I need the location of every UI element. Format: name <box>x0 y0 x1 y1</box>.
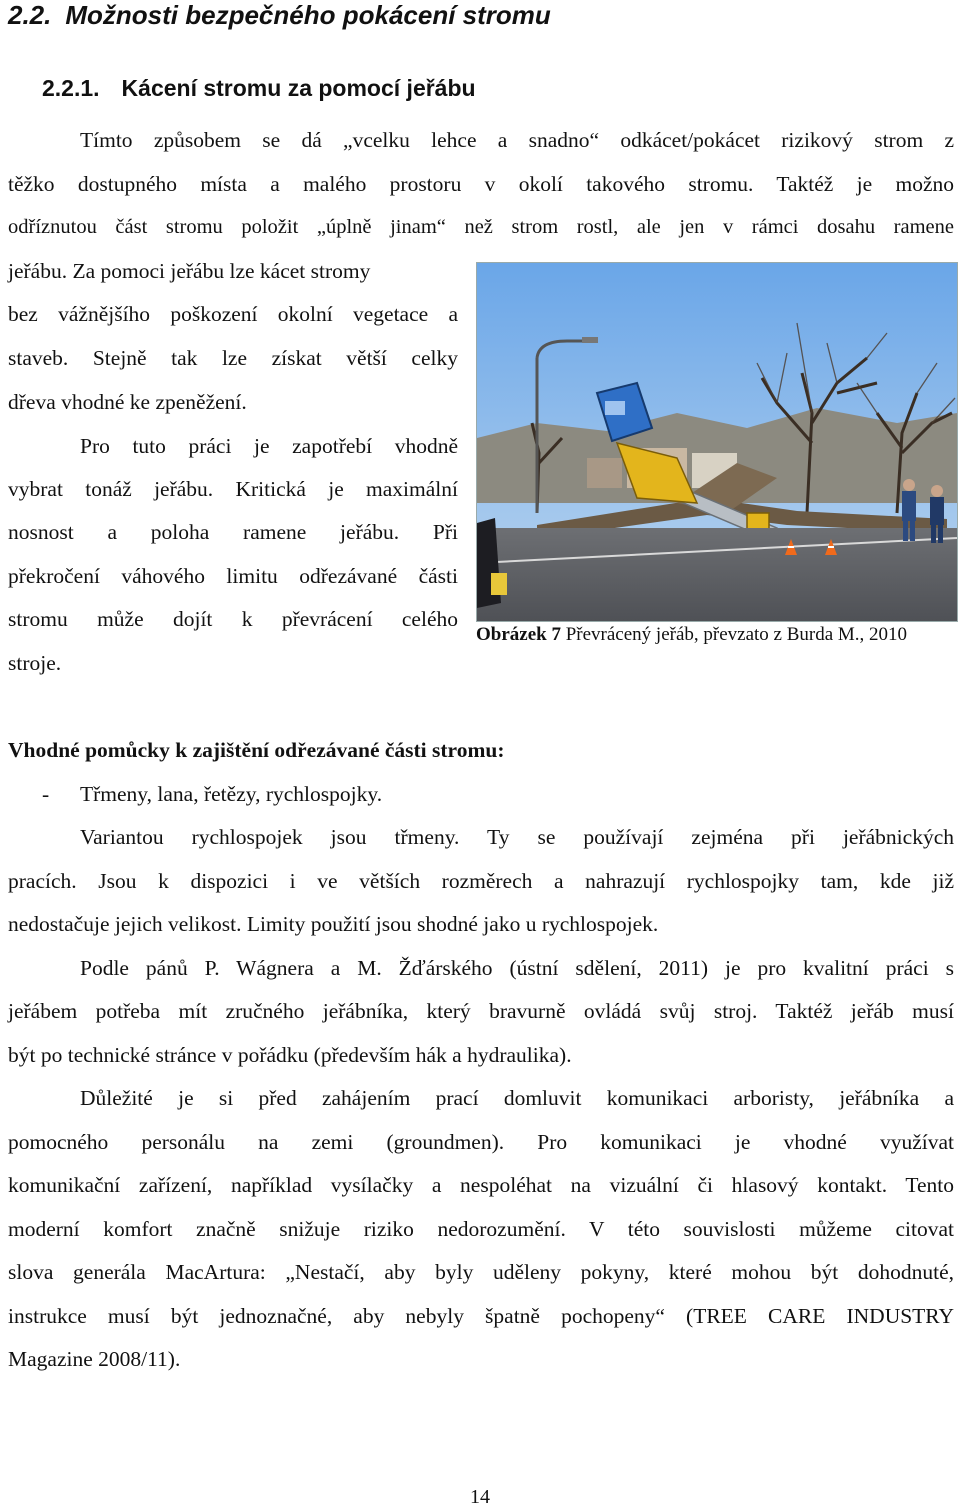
paragraph-line: nedostačuje jejich velikost. Limity použití jsou shodné jako u rychlospojek. <box>8 912 659 936</box>
paragraph-line: Důležité je si před zahájením prací domluvit komunikaci arboristy, jeřábníka a <box>80 1086 954 1110</box>
paragraph-line: pracích. Jsou k dispozici i ve větších rozměrech a nahrazují rychlospojky tam, kde již <box>8 869 954 893</box>
subsection-title: Kácení stromu za pomocí jeřábu <box>121 75 476 101</box>
bullet-item: Třmeny, lana, řetězy, rychlospojky. <box>80 782 383 806</box>
paragraph-line: být po technické stránce v pořádku (především hák a hydraulika). <box>8 1043 572 1067</box>
paragraph-line: těžko dostupného místa a malého prostoru v okolí takového stromu. Taktéž je možno <box>8 172 954 196</box>
paragraph-line: překročení váhového limitu odřezávané části <box>8 564 458 588</box>
paragraph-line: stromu může dojít k převrácení celého <box>8 607 458 631</box>
paragraph-line: staveb. Stejně tak lze získat větší celky <box>8 346 458 370</box>
paragraph-line: moderní komfort značně snižuje riziko nedorozumění. V této souvislosti můžeme citovat <box>8 1217 954 1241</box>
paragraph-line: bez vážnějšího poškození okolní vegetace a <box>8 302 458 326</box>
paragraph-line: jeřábu. Za pomoci jeřábu lze kácet stromy <box>8 259 371 283</box>
section-heading <box>8 0 551 30</box>
figure-caption <box>476 622 960 648</box>
paragraph-line: Variantou rychlospojek jsou třmeny. Ty se používají zejména při jeřábnických <box>80 825 954 849</box>
caption-text: Převrácený jeřáb, převzato z Burda M., 2010 <box>565 624 908 645</box>
section-title: Možnosti bezpečného pokácení stromu <box>65 0 551 30</box>
paragraph-line: vybrat tonáž jeřábu. Kritická je maximální <box>8 477 458 501</box>
caption-label: Obrázek 7 <box>476 624 561 645</box>
figure-photo-overturned-crane <box>476 262 958 622</box>
subsection-number: 2.2.1. <box>42 75 100 101</box>
section-number: 2.2. <box>8 0 52 30</box>
paragraph-line: slova generála MacArtura: „Nestačí, aby byly uděleny pokyny, které mohou být dohodnuté, <box>8 1260 954 1284</box>
tools-heading: Vhodné pomůcky k zajištění odřezávané části stromu: <box>8 738 505 762</box>
subsection-heading <box>42 74 476 102</box>
paragraph-line: odříznutou část stromu položit „úplně jinam“ než strom rostl, ale jen v rámci dosahu ramene <box>8 216 954 238</box>
bullet-marker: - <box>42 782 50 806</box>
paragraph-line: pomocného personálu na zemi (groundmen). Pro komunikaci je vhodné využívat <box>8 1130 954 1154</box>
paragraph-line: stroje. <box>8 651 62 675</box>
paragraph-line: instrukce musí být jednoznačné, aby nebyly špatně pochopeny“ (TREE CARE INDUSTRY <box>8 1304 954 1328</box>
paragraph-line: Magazine 2008/11). <box>8 1347 181 1371</box>
paragraph-line: nosnost a poloha ramene jeřábu. Při <box>8 520 458 544</box>
paragraph-line: Tímto způsobem se dá „vcelku lehce a snadno“ odkácet/pokácet rizikový strom z <box>80 128 954 152</box>
paragraph-line: jeřábem potřeba mít zručného jeřábníka, který bravurně ovládá svůj stroj. Taktéž jeřáb musí <box>8 999 954 1023</box>
paragraph-line: dřeva vhodné ke zpeněžení. <box>8 390 247 414</box>
paragraph-line: komunikační zařízení, například vysílačky a nespoléhat na vizuální či hlasový kontakt. Tento <box>8 1173 954 1197</box>
photo-illustration <box>477 263 957 621</box>
page-number: 14 <box>470 1486 490 1508</box>
paragraph-line: Pro tuto práci je zapotřebí vhodně <box>80 434 458 458</box>
paragraph-line: Podle pánů P. Wágnera a M. Žďárského (ústní sdělení, 2011) je pro kvalitní práci s <box>80 956 954 980</box>
